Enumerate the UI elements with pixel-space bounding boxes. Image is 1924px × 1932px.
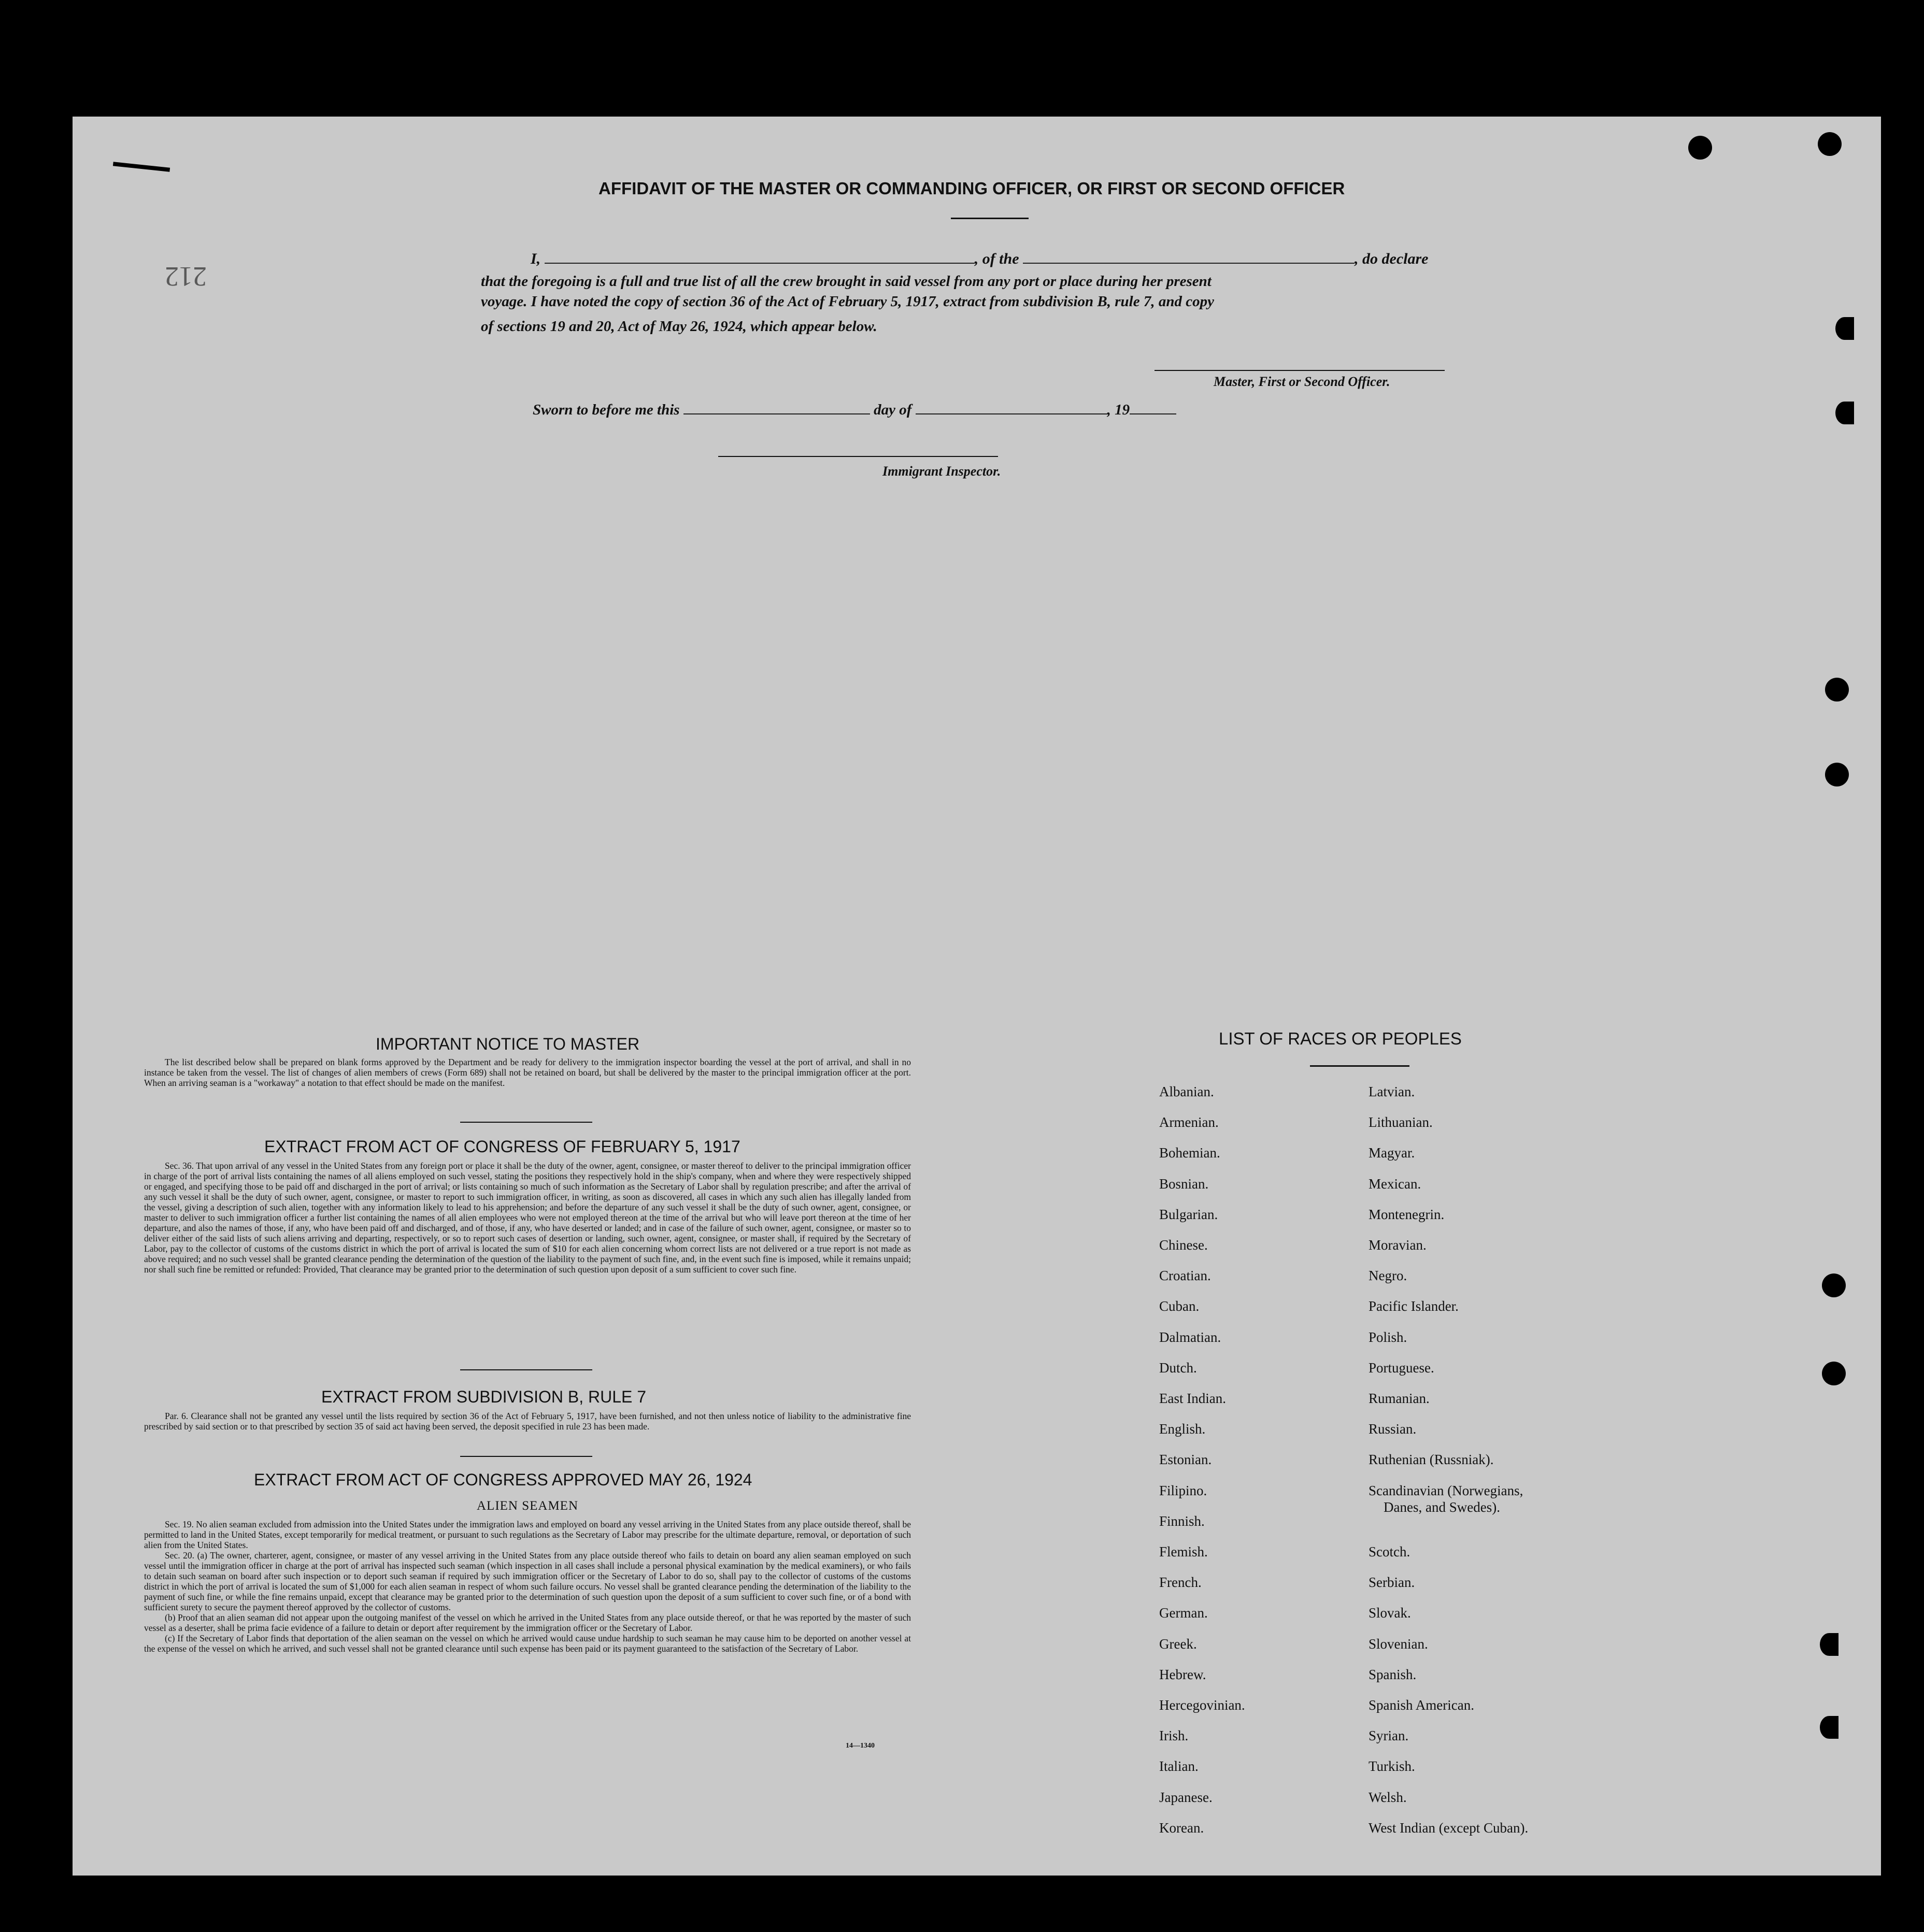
race-item: Bulgarian.	[1159, 1206, 1218, 1222]
race-item: French.	[1159, 1575, 1202, 1591]
divider	[460, 1369, 592, 1370]
binder-hole	[1688, 136, 1712, 160]
race-item: Dalmatian.	[1159, 1329, 1221, 1345]
race-item: Italian.	[1159, 1758, 1199, 1774]
race-item: Turkish.	[1369, 1758, 1415, 1774]
extract-1924-text	[144, 1519, 911, 1654]
sec36-paragraph: Sec. 36. That upon arrival of any vessel in the United States from any foreign port or place it shall be the duty of the owner, agent, consignee, or master thereof to deliver to the principal immigration officer in charge of the port of arrival lists containing the names of all aliens employed on such vessel, stating the positions they respectively hold in the ship's company, when and where they were respectively shipped or engaged, and specifying those to be paid off and discharged in the port of arrival; or lists containing so much of such information as the Secretary of Labor shall by regulation prescribe; and after the arrival of any such vessel it shall be the duty of such owner, agent, consignee, or master to report to such immigration officer, in writing, as soon as discovered, all cases in which any such alien has illegally landed from the vessel, giving a description of such alien, together with any information likely to lead to his apprehension; and before the departure of any such vessel it shall be the duty of such owner, agent, consignee, or master to deliver to such immigration officer a further list containing the names of all alien employees who were not employed thereon at the time of the arrival but who will leave port thereon at the time of her departure, and also the names of those, if any, who have been paid off and discharged, and of those, if any, who have deserted or landed; and in case of the failure of such owner, agent, consignee, or master so to deliver either of the said lists of such aliens arriving and departing, respectively, or so to report such cases of desertion or landing, such owner, agent, consignee, or master shall, if required by the Secretary of Labor, pay to the collector of customs of the customs district in which the port of arrival is located the sum of $10 for each alien concerning whom correct lists are not delivered or a true report is not made as above required; and no such vessel shall be granted clearance pending the determination of the question of the liability to the payment of such fine, and, in the event such fine is imposed, while it remains unpaid; nor shall such fine be remitted or refunded: Provided, That clearance may be granted prior to the determination of such question upon deposit of a sum sufficient to cover such fine.	[144, 1161, 911, 1275]
race-item: Hebrew.	[1159, 1666, 1206, 1682]
race-item: Ruthenian (Russniak).	[1369, 1452, 1494, 1468]
race-item: Chinese.	[1159, 1237, 1208, 1253]
race-item: Slovenian.	[1369, 1636, 1428, 1652]
race-item: Finnish.	[1159, 1513, 1205, 1529]
races-title: LIST OF RACES OR PEOPLES	[1219, 1029, 1462, 1048]
race-item: English.	[1159, 1421, 1206, 1437]
race-item: Armenian.	[1159, 1114, 1219, 1130]
sworn-line	[533, 402, 1176, 419]
race-item: Rumanian.	[1369, 1391, 1430, 1406]
binder-hole	[1835, 402, 1854, 424]
race-item: Filipino.	[1159, 1482, 1207, 1498]
master-caption: Master, First or Second Officer.	[1214, 374, 1390, 389]
affidavit-of-the: , of the	[974, 250, 1019, 267]
race-item: Lithuanian.	[1369, 1114, 1433, 1130]
race-item: West Indian (except Cuban).	[1369, 1820, 1529, 1836]
alien-seamen-subtitle: ALIEN SEAMEN	[477, 1499, 579, 1513]
month-blank[interactable]	[916, 413, 1107, 414]
race-item: German.	[1159, 1605, 1208, 1621]
race-item: Japanese.	[1159, 1789, 1213, 1805]
race-item: Korean.	[1159, 1820, 1204, 1836]
race-item: Bohemian.	[1159, 1145, 1220, 1161]
race-item: Mexican.	[1369, 1176, 1421, 1192]
notice-title: IMPORTANT NOTICE TO MASTER	[376, 1035, 640, 1053]
year-blank[interactable]	[1130, 413, 1176, 414]
race-item: Pacific Islander.	[1369, 1298, 1459, 1314]
race-item: Serbian.	[1369, 1575, 1415, 1591]
race-item: Albanian.	[1159, 1084, 1214, 1099]
day-blank[interactable]	[683, 413, 870, 414]
race-item: Greek.	[1159, 1636, 1197, 1652]
par6-paragraph: Par. 6. Clearance shall not be granted any vessel until the lists required by section 36 of the Act of February 5, 1917, have been furnished, and not then unless notice of liability to the administrative fine prescribed by said section or to that prescribed by section 35 of said act having been served, the deposit specified in rule 23 has been made.	[144, 1411, 911, 1432]
rule7-title: EXTRACT FROM SUBDIVISION B, RULE 7	[321, 1387, 647, 1406]
binder-hole	[1822, 1273, 1846, 1297]
name-blank[interactable]	[545, 263, 975, 264]
extract-1917-title: EXTRACT FROM ACT OF CONGRESS OF FEBRUARY 5, 1917	[264, 1137, 740, 1156]
affidavit-declare: , do declare	[1355, 250, 1429, 267]
divider	[1310, 1065, 1409, 1067]
race-item: Spanish American.	[1369, 1697, 1474, 1713]
race-item: Cuban.	[1159, 1298, 1200, 1314]
sec20c-paragraph: (c) If the Secretary of Labor finds that deportation of the alien seaman on the vessel on which he arrived would cause undue hardship to such seaman he may cause him to be deported on another vessel at the expense of the vessel on which he arrived, and such vessel shall not be granted clearance until such expense has been paid or its payment guaranteed to the satisfaction of the Secretary of Labor.	[144, 1633, 911, 1654]
binder-hole	[1835, 317, 1854, 340]
divider	[460, 1456, 592, 1457]
race-item: Polish.	[1369, 1329, 1407, 1345]
affidavit-title: AFFIDAVIT OF THE MASTER OR COMMANDING OFFICER, OR FIRST OR SECOND OFFICER	[598, 179, 1345, 198]
notice-text	[144, 1057, 911, 1088]
race-item: Syrian.	[1369, 1728, 1409, 1744]
race-item: Croatian.	[1159, 1268, 1211, 1284]
binder-hole	[1822, 1362, 1846, 1385]
inspector-line[interactable]	[718, 456, 998, 457]
sec19-paragraph: Sec. 19. No alien seaman excluded from admission into the United States under the immigration laws and employed on board any vessel arriving in the United States from any place outside thereof, shall be permitted to land in the United States, except temporarily for medical treatment, or pursuant to such regulations as the Secretary of Labor may prescribe for the ultimate departure, removal, or deportation of such alien from the United States.	[144, 1519, 911, 1550]
extract-1924-title: EXTRACT FROM ACT OF CONGRESS APPROVED MAY 26, 1924	[254, 1470, 752, 1489]
race-item: East Indian.	[1159, 1391, 1226, 1406]
affidavit-line-1	[531, 250, 1428, 268]
race-item: Estonian.	[1159, 1452, 1212, 1468]
rule7-text	[144, 1411, 911, 1432]
affidavit-line-2: that the foregoing is a full and true list of all the crew brought in said vessel from any port or place during her present	[481, 273, 1212, 290]
sec20a-paragraph: Sec. 20. (a) The owner, charterer, agent, consignee, or master of any vessel arriving in the United States from any place outside thereof who fails to detain on board any alien seaman employed on such vessel until the immigration officer in charge at the port of arrival has inspected such seaman (which inspection in all cases shall include a personal physical examination by the medical examiners), or who fails to detain such seaman on board after such inspection or to deport such seaman if required by such immigration officer or the Secretary of Labor to do so, shall pay to the collector of customs of the customs district in which the port of arrival is located the sum of $1,000 for each alien seaman in respect of whom such failure occurs. No vessel shall be granted clearance pending the determination of the liability to the payment of such fine, or while the fine remains unpaid, except that clearance may be granted prior to the determination of such question upon the deposit of a sum sufficient to cover such fine, or of a bond with sufficient surety to secure the payment thereof approved by the collector of customs.	[144, 1550, 911, 1612]
extract-1917-text	[144, 1161, 911, 1275]
binder-hole	[1818, 132, 1842, 156]
binder-hole	[1820, 1716, 1839, 1739]
race-item: Slovak.	[1369, 1605, 1411, 1621]
notice-paragraph: The list described below shall be prepared on blank forms approved by the Department and be ready for delivery to the immigration inspector boarding the vessel at the port of arrival, and shall in no instance be taken from the vessel. The list of changes of alien members of crews (Form 689) shall not be retained on board, but shall be delivered by the master to the principal immigration officer at the port. When an arriving seaman is a "workaway" a notation to that effect should be made on the manifest.	[144, 1057, 911, 1088]
race-item: Welsh.	[1369, 1789, 1407, 1805]
race-item: Scotch.	[1369, 1544, 1410, 1559]
race-item-continuation: Danes, and Swedes).	[1384, 1499, 1500, 1515]
affidavit-i: I,	[531, 250, 541, 267]
affidavit-line-4: of sections 19 and 20, Act of May 26, 1924, which appear below.	[481, 318, 877, 335]
race-item: Moravian.	[1369, 1237, 1427, 1253]
year-prefix: , 19	[1107, 402, 1130, 418]
race-item: Negro.	[1369, 1268, 1407, 1284]
race-item: Dutch.	[1159, 1359, 1197, 1376]
race-item: Montenegrin.	[1369, 1206, 1445, 1222]
race-item: Flemish.	[1159, 1544, 1208, 1559]
race-item: Latvian.	[1369, 1084, 1415, 1099]
day-of-label: day of	[874, 402, 912, 418]
divider	[460, 1122, 592, 1123]
sec20b-paragraph: (b) Proof that an alien seaman did not appear upon the outgoing manifest of the vessel on which he arrived in the United States from any place outside thereof, or that he was reported by the master of such vessel as a deserter, shall be prima facie evidence of a failure to detain or deport after requirement by the immigration officer or the Secretary of Labor.	[144, 1612, 911, 1633]
race-item: Scandinavian (Norwegians,	[1369, 1482, 1523, 1498]
race-item: Portuguese.	[1369, 1359, 1434, 1376]
race-item: Hercegovinian.	[1159, 1697, 1245, 1713]
binder-hole	[1825, 763, 1849, 786]
binder-hole	[1820, 1633, 1839, 1656]
race-item: Spanish.	[1369, 1666, 1417, 1682]
form-number: 14—1340	[846, 1742, 875, 1750]
vessel-blank[interactable]	[1023, 263, 1355, 264]
race-item: Bosnian.	[1159, 1176, 1209, 1192]
divider	[951, 218, 1029, 219]
binder-hole	[1825, 678, 1849, 702]
sworn-label: Sworn to before me this	[533, 402, 680, 418]
race-item: Magyar.	[1369, 1145, 1415, 1161]
race-item: Russian.	[1369, 1421, 1417, 1437]
race-item: Irish.	[1159, 1728, 1189, 1744]
inspector-caption: Immigrant Inspector.	[882, 464, 1001, 479]
page-number: 212	[165, 261, 207, 292]
affidavit-line-3: voyage. I have noted the copy of section 36 of the Act of February 5, 1917, extract from subdivision B, rule 7, and copy	[481, 293, 1214, 310]
signature-line[interactable]	[1155, 370, 1445, 371]
